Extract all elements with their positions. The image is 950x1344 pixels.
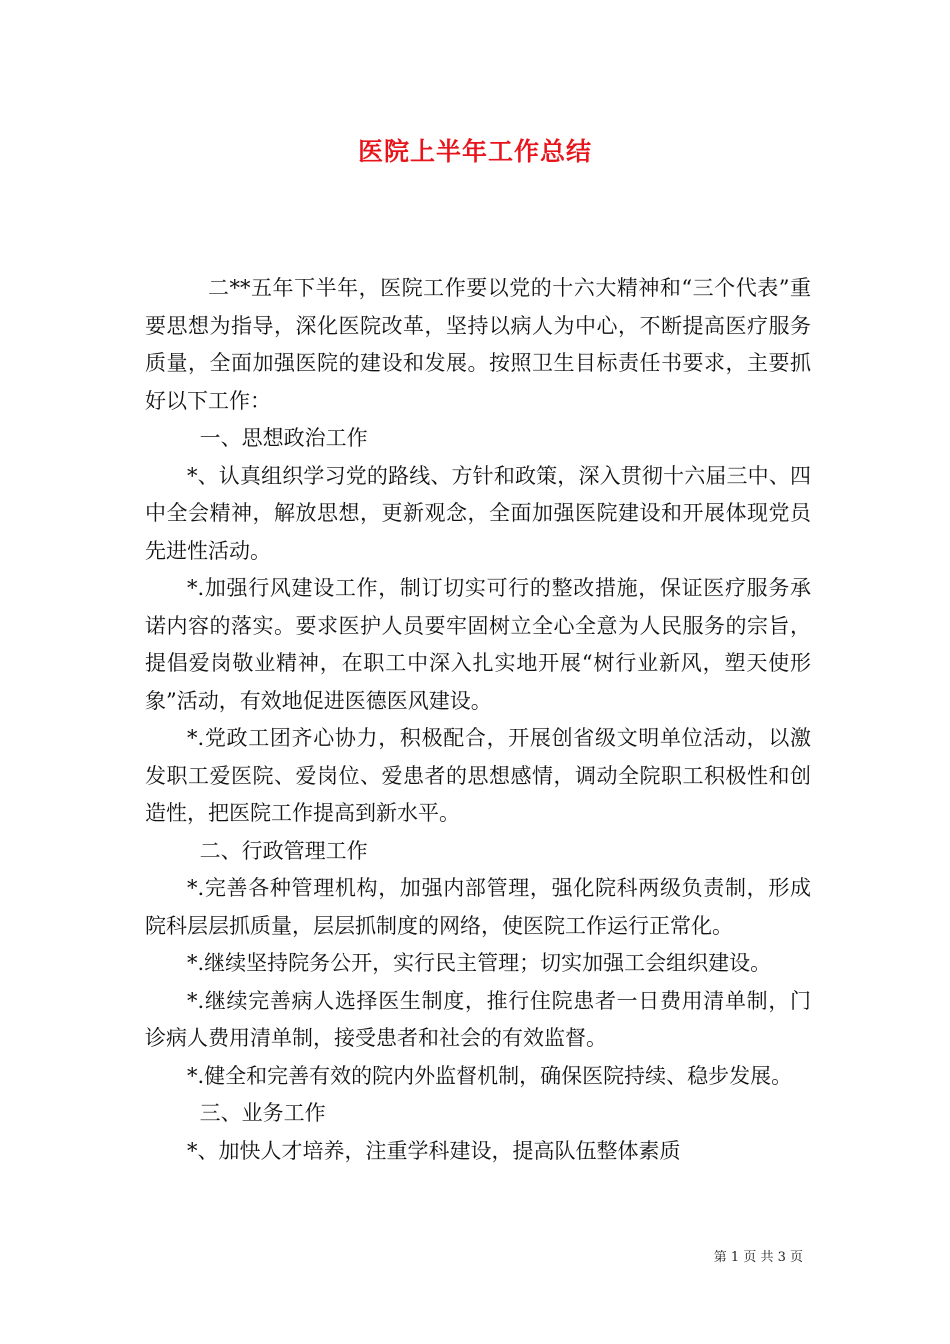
list-item: *.健全和完善有效的院内外监督机制，确保医院持续、稳步发展。 bbox=[187, 1063, 793, 1088]
list-item: *、认真组织学习党的路线、方针和政策，深入贯彻十六届三中、四中全会精神，解放思想，更新观念，全面加强医院建设和开展体现党员先进性活动。 bbox=[145, 463, 811, 563]
list-item: *.继续坚持院务公开，实行民主管理；切实加强工会组织建设。 bbox=[187, 951, 772, 975]
list-item: *.完善各种管理机构，加强内部管理，强化院科两级负责制，形成院科层层抓质量，层层抓制度的网络，使医院工作运行正常化。 bbox=[145, 876, 811, 938]
document-title: 医院上半年工作总结 bbox=[357, 137, 592, 166]
section-heading-2: 二、行政管理工作 bbox=[199, 838, 368, 863]
list-item: *、加快人才培养，注重学科建设，提高队伍整体素质 bbox=[187, 1138, 681, 1163]
list-item: *.加强行风建设工作，制订切实可行的整改措施，保证医疗服务承诺内容的落实。要求医护人员要牢固树立全心全意为人民服务的宗旨，提倡爱岗敬业精神，在职工中深入扎实地开展“树行业新风，塑天使形象”活动，有效地促进医德医风建设。 bbox=[145, 576, 811, 713]
list-item: *.党政工团齐心协力，积极配合，开展创省级文明单位活动，以激发职工爱医院、爱岗位、爱患者的思想感情，调动全院职工积极性和创造性，把医院工作提高到新水平。 bbox=[145, 726, 811, 825]
page-indicator: 第 1 页 共 3 页 bbox=[713, 1250, 803, 1265]
list-item: *.继续完善病人选择医生制度，推行住院患者一日费用清单制，门诊病人费用清单制，接受患者和社会的有效监督。 bbox=[145, 988, 811, 1050]
intro-paragraph: 二**五年下半年，医院工作要以党的十六大精神和“三个代表”重要思想为指导，深化医院改革，坚持以病人为中心，不断提高医疗服务质量，全面加强医院的建设和发展。按照卫生目标责任书要求，主要抓好以下工作： bbox=[145, 276, 811, 413]
document-body bbox=[145, 270, 811, 1170]
section-heading-3: 三、业务工作 bbox=[199, 1101, 326, 1125]
section-heading-1: 一、思想政治工作 bbox=[199, 426, 368, 450]
